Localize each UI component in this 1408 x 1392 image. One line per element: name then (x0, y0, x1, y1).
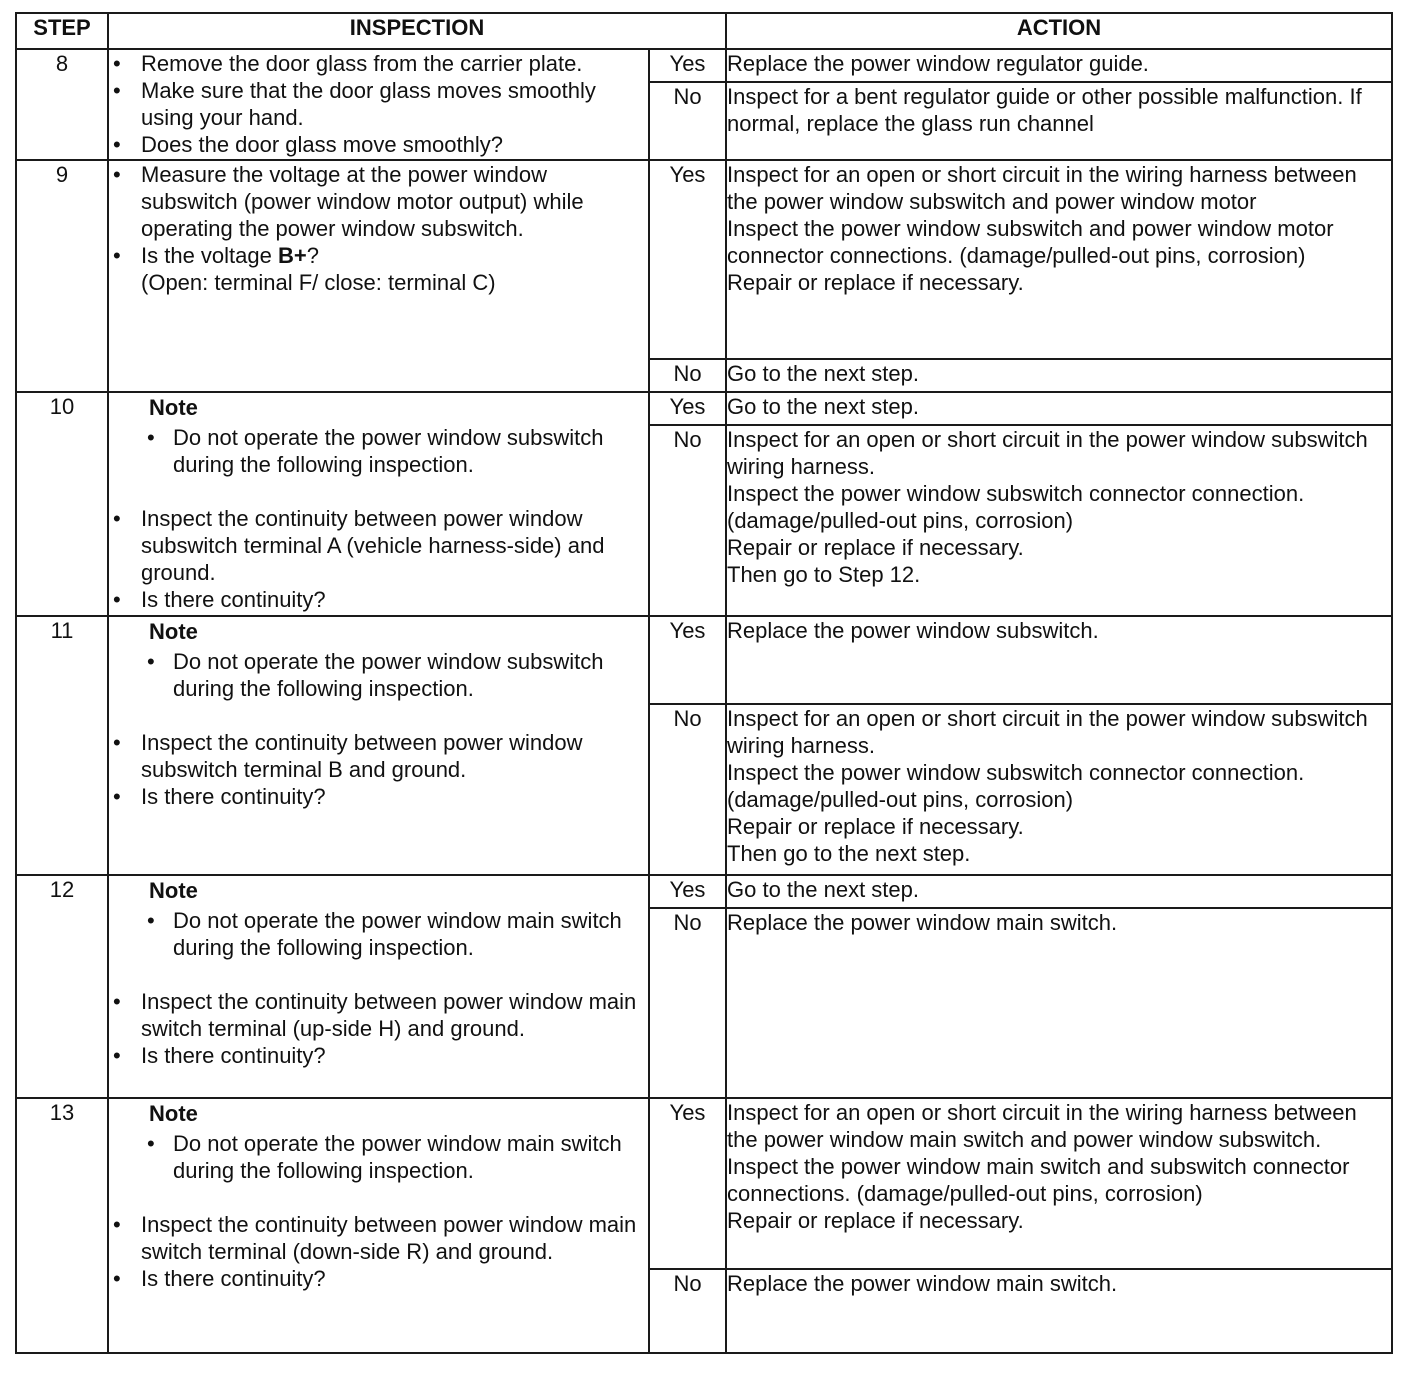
inspection-question: • Does the door glass move smoothly? (109, 131, 648, 158)
step-9-yes-row (16, 160, 1392, 359)
terminal-note: (Open: terminal F/ close: terminal C) (141, 270, 496, 295)
action-line: Inspect the power window subswitch connector connection. (damage/pulled-out pins, corrosion) (727, 481, 1305, 533)
note-item: • Do not operate the power window subswitch during the following inspection. (109, 424, 648, 478)
note-item: • Do not operate the power window subswitch during the following inspection. (109, 648, 648, 702)
inspection-item: • Inspect the continuity between power window main switch terminal (down-side R) and ground. (109, 1211, 648, 1265)
inspection-item: • Inspect the continuity between power window subswitch terminal A (vehicle harness-side) and ground. (109, 505, 648, 586)
inspection-question: • Is there continuity? (109, 783, 648, 810)
yes-label: Yes (649, 160, 726, 359)
action-line: Inspect for an open or short circuit in the wiring harness between the power window main switch and power window subswitch. (727, 1100, 1357, 1152)
inspection-item: • Remove the door glass from the carrier plate. (109, 50, 648, 77)
inspection-item: • Inspect the continuity between power window main switch terminal (up-side H) and ground. (109, 988, 648, 1042)
step-10-yes-row (16, 392, 1392, 425)
yes-label: Yes (649, 875, 726, 908)
action-line: Inspect for an open or short circuit in the wiring harness between the power window subswitch and power window motor (727, 162, 1357, 214)
step-8-yes-row (16, 49, 1392, 82)
inspection-item: • Measure the voltage at the power window subswitch (power window motor output) while operating the power window subswitch. (109, 161, 648, 242)
step-11-yes-row (16, 616, 1392, 704)
inspection-question: • Is there continuity? (109, 1265, 648, 1292)
inspection-cell (108, 616, 649, 875)
no-label: No (649, 1269, 726, 1353)
step-number: 8 (16, 49, 108, 160)
no-action (726, 82, 1392, 160)
step-number: 11 (16, 616, 108, 875)
action-line: Inspect the power window subswitch and power window motor connector connections. (damage/pulled-out pins, corrosion) (727, 216, 1334, 268)
inspection-cell (108, 49, 649, 160)
no-action (726, 1269, 1392, 1353)
note-item: • Do not operate the power window main switch during the following inspection. (109, 1130, 648, 1184)
action-line: Go to the next step. (727, 394, 920, 419)
step-12-yes-row (16, 875, 1392, 908)
yes-action (726, 160, 1392, 359)
action-line: Go to the next step. (727, 361, 920, 386)
action-line: Replace the power window subswitch. (727, 618, 1099, 643)
header-action: ACTION (726, 13, 1392, 49)
inspection-cell (108, 160, 649, 392)
yes-label: Yes (649, 392, 726, 425)
question-suffix: ? (306, 243, 319, 268)
yes-action (726, 875, 1392, 908)
no-label: No (649, 704, 726, 875)
action-line: Replace the power window main switch. (727, 910, 1118, 935)
note-title: Note (149, 395, 198, 420)
no-label: No (649, 359, 726, 392)
inspection-item: • Make sure that the door glass moves smoothly using your hand. (109, 77, 648, 131)
action-line: Inspect for an open or short circuit in the power window subswitch wiring harness. (727, 706, 1368, 758)
action-line: Replace the power window main switch. (727, 1271, 1118, 1296)
action-line: Go to the next step. (727, 877, 920, 902)
troubleshooting-table (15, 12, 1393, 1354)
yes-label: Yes (649, 49, 726, 82)
step-number: 12 (16, 875, 108, 1098)
step-13-yes-row (16, 1098, 1392, 1269)
action-line: Inspect for an open or short circuit in the power window subswitch wiring harness. (727, 427, 1368, 479)
no-label: No (649, 908, 726, 1098)
note-title: Note (149, 1101, 198, 1126)
header-inspection: INSPECTION (108, 13, 726, 49)
action-line: Then go to Step 12. (727, 562, 921, 587)
action-line: Inspect the power window subswitch connector connection. (damage/pulled-out pins, corrosion) (727, 760, 1305, 812)
note-item: • Do not operate the power window main switch during the following inspection. (109, 907, 648, 961)
yes-action (726, 1098, 1392, 1269)
no-action (726, 359, 1392, 392)
question-text: Is the voltage (141, 243, 278, 268)
action-line: Replace the power window regulator guide. (727, 51, 1149, 76)
inspection-question (109, 242, 648, 269)
step-number: 13 (16, 1098, 108, 1353)
action-line: Repair or replace if necessary. (727, 814, 1024, 839)
step-number: 9 (16, 160, 108, 392)
yes-label: Yes (649, 616, 726, 704)
header-step: STEP (16, 13, 108, 49)
no-label: No (649, 82, 726, 160)
action-line: Then go to the next step. (727, 841, 971, 866)
action-line: Repair or replace if necessary. (727, 1208, 1024, 1233)
yes-action (726, 392, 1392, 425)
inspection-cell (108, 875, 649, 1098)
note-title: Note (149, 619, 198, 644)
no-action (726, 425, 1392, 616)
note-title: Note (149, 878, 198, 903)
inspection-item: • Inspect the continuity between power window subswitch terminal B and ground. (109, 729, 648, 783)
inspection-question: • Is there continuity? (109, 586, 648, 613)
no-label: No (649, 425, 726, 616)
question-bold-value: B+ (277, 243, 307, 268)
action-line: Repair or replace if necessary. (727, 535, 1024, 560)
no-action (726, 908, 1392, 1098)
yes-action (726, 49, 1392, 82)
header-row (16, 13, 1392, 49)
step-number: 10 (16, 392, 108, 616)
inspection-question: • Is there continuity? (109, 1042, 648, 1069)
yes-action (726, 616, 1392, 704)
action-line: Repair or replace if necessary. (727, 270, 1024, 295)
action-line: Inspect for a bent regulator guide or other possible malfunction. If normal, replace the glass run channel (727, 84, 1362, 136)
inspection-cell (108, 1098, 649, 1353)
no-action (726, 704, 1392, 875)
yes-label: Yes (649, 1098, 726, 1269)
inspection-cell (108, 392, 649, 616)
action-line: Inspect the power window main switch and subswitch connector connections. (damage/pulled-out pins, corrosion) (727, 1154, 1350, 1206)
